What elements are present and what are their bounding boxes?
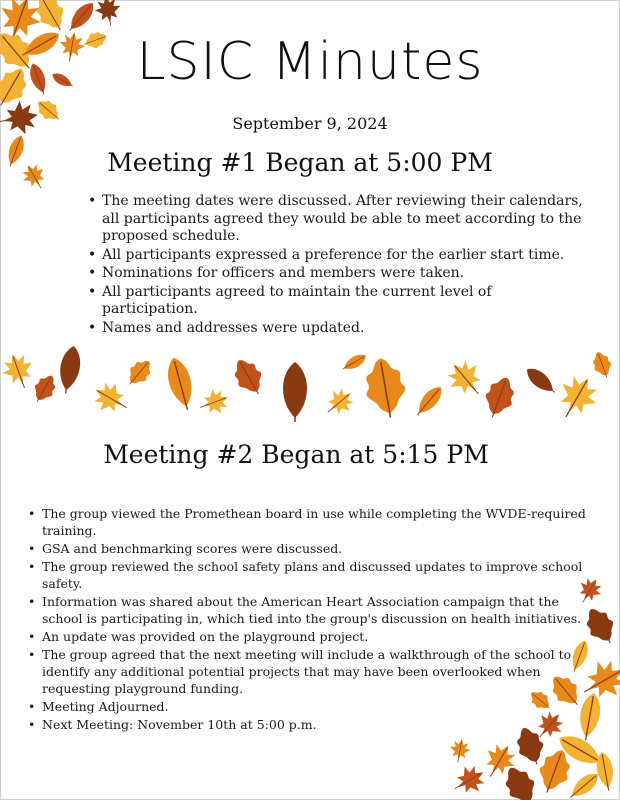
list-item: • All participants agreed to maintain the current level of participation. <box>86 284 586 319</box>
leaf-icon <box>93 0 124 28</box>
leaf-icon <box>523 364 560 398</box>
leaf-icon <box>228 354 270 401</box>
leaf-icon <box>340 351 369 374</box>
leaf-icon <box>448 737 473 764</box>
leaf-icon <box>64 0 98 35</box>
list-item: • Nominations for officers and members were taken. <box>86 265 586 283</box>
leaf-icon <box>28 371 60 407</box>
list-item: • Names and addresses were updated. <box>86 320 586 338</box>
leaf-divider-icon <box>0 340 620 430</box>
leaf-icon <box>440 353 491 405</box>
leaf-icon <box>549 368 605 426</box>
leaf-icon <box>56 344 83 395</box>
list-item: • An update was provided on the playground project. <box>26 628 592 645</box>
list-item: • The group agreed that the next meeting will include a walkthrough of the school to identify any additional potential projects that may have been overlooked when requesting playground funding. <box>26 646 592 697</box>
list-item: • Next Meeting: November 10th at 5:00 p.m. <box>26 716 592 733</box>
meeting-2-notes <box>26 505 592 734</box>
leaf-icon <box>589 349 615 380</box>
list-item: • GSA and benchmarking scores were discussed. <box>26 540 592 557</box>
list-item: • The group viewed the Promethean board in use while completing the WVDE-required training. <box>26 505 592 539</box>
leaf-icon <box>283 362 307 422</box>
leaf-icon <box>412 383 446 420</box>
leaf-icon <box>479 373 519 422</box>
leaf-icon <box>0 349 39 393</box>
leaf-icon <box>566 769 603 800</box>
list-item: • Meeting Adjourned. <box>26 698 592 715</box>
list-item: • The meeting dates were discussed. After reviewing their calendars, all participants agreed they would be able to meet according to the proposed schedule. <box>86 193 586 246</box>
leaf-icon <box>122 355 156 391</box>
leaf-icon <box>163 355 198 413</box>
document-title: LSIC Minutes <box>136 32 484 92</box>
leaf-icon <box>498 761 543 800</box>
leaf-icon <box>361 355 410 421</box>
list-item: • The group reviewed the school safety plans and discussed updates to improve school safety. <box>26 558 592 592</box>
leaf-icon <box>448 760 491 800</box>
meeting-1-notes <box>86 193 586 338</box>
leaf-icon <box>319 383 359 422</box>
list-item: • All participants expressed a preference for the earlier start time. <box>86 247 586 265</box>
meeting-date: September 9, 2024 <box>232 114 388 133</box>
list-item: • Information was shared about the American Heart Association campaign that the school is participating in, which tied into the group's discussion on health initiatives. <box>26 593 592 627</box>
leaf-icon <box>196 385 233 420</box>
meeting-1-heading: Meeting #1 Began at 5:00 PM <box>107 148 493 177</box>
leaf-icon <box>30 0 72 36</box>
meeting-2-heading: Meeting #2 Began at 5:15 PM <box>103 440 489 469</box>
leaf-icon <box>88 376 135 421</box>
